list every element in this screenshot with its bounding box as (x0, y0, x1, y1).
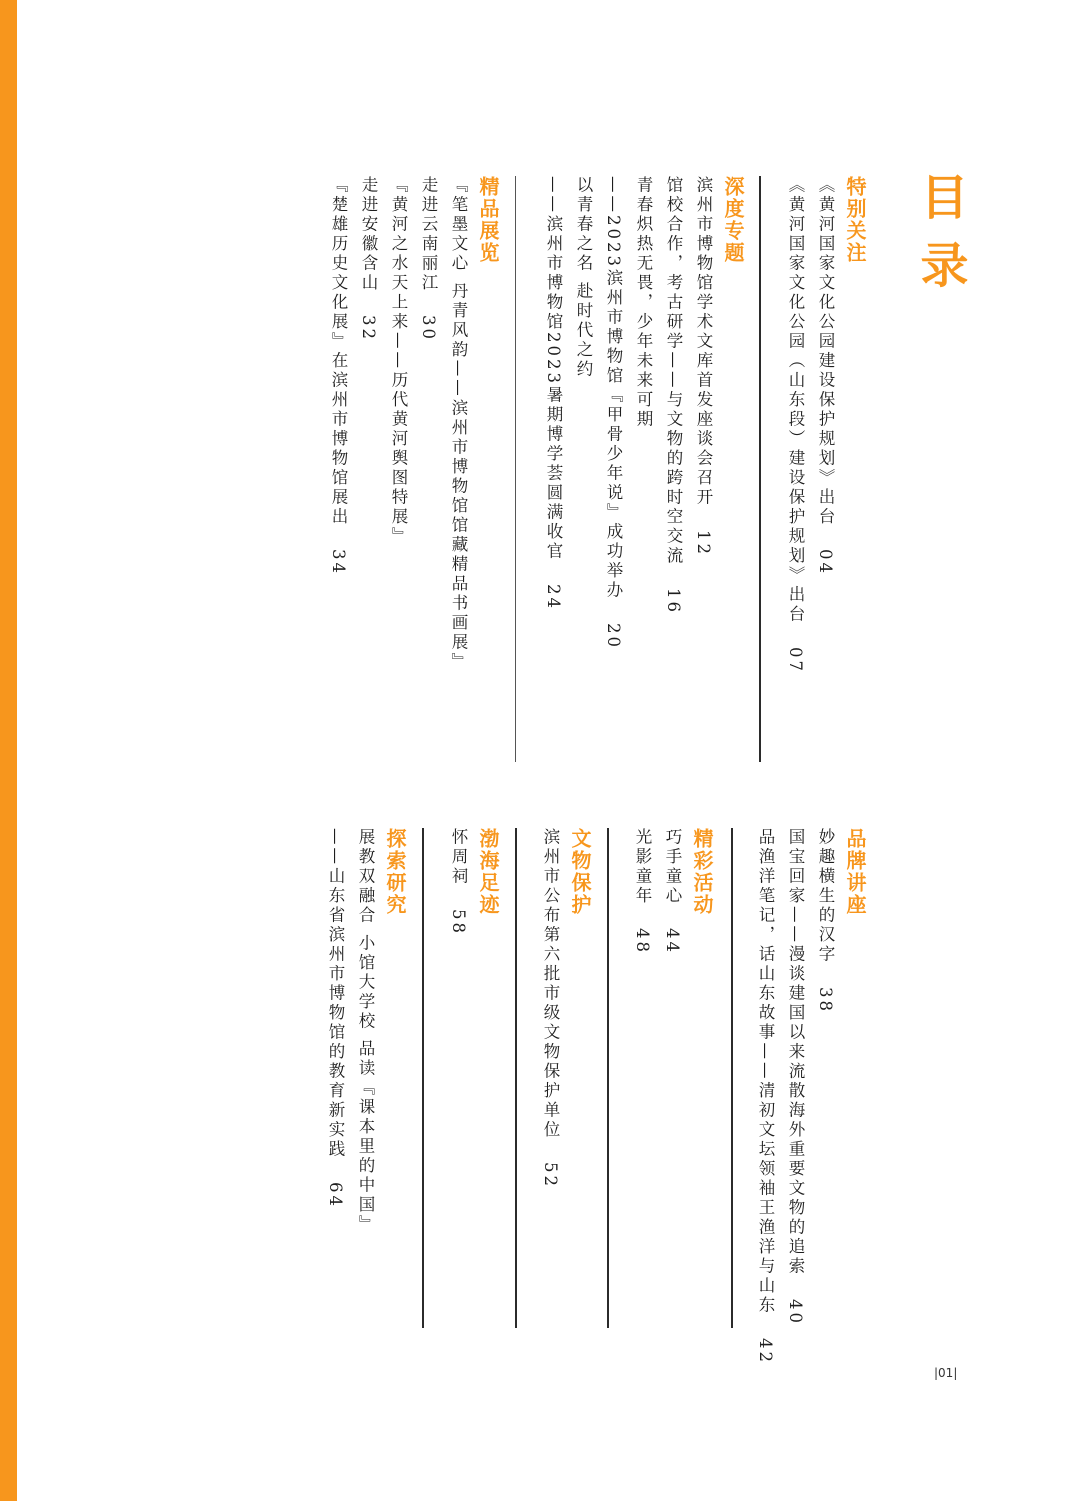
toc-entry[interactable]: 国宝回家——漫谈建国以来流散海外重要文物的追索 40 (786, 828, 805, 1326)
toc-entry[interactable]: 『黄河之水天上来——历代黄河舆图特展』 (389, 176, 408, 547)
toc-entry[interactable]: ——滨州市博物馆2023暑期博学荟圆满收官 24 (544, 176, 563, 611)
divider (515, 828, 517, 1328)
section-heading: 特别关注 (843, 176, 867, 264)
toc-entry[interactable]: 光影童年 48 (633, 828, 652, 956)
toc-entry[interactable]: 以青春之名 赴时代之约 (574, 176, 593, 380)
toc-entry[interactable]: ——山东省滨州市博物馆的教育新实践 64 (326, 828, 345, 1209)
section-activities (627, 828, 717, 1328)
toc-entry[interactable]: 展教双融合 小馆大学校 品读『课本里的中国』 (356, 828, 375, 1235)
divider (759, 176, 761, 762)
toc-entry[interactable]: 『笔墨文心 丹青风韵——滨州市博物馆馆藏精品书画展』 (449, 176, 468, 672)
toc-entry[interactable]: 怀周祠 58 (449, 828, 468, 936)
toc-entry[interactable]: 走进安徽含山 32 (359, 176, 378, 343)
toc-entry[interactable]: 《黄河国家文化公园（山东段）建设保护规划》出台 07 (786, 176, 805, 674)
toc-entry[interactable]: 馆校合作，考古研学——与文物的跨时空交流 16 (664, 176, 683, 616)
toc-entry[interactable]: ——2023滨州市博物馆『甲骨少年说』成功举办 20 (604, 176, 623, 650)
section-lectures (750, 828, 870, 1365)
section-heading: 品牌讲座 (843, 828, 867, 916)
page-number: |01| (934, 1366, 958, 1380)
toc-entry[interactable]: 《黄河国家文化公园建设保护规划》出台 04 (816, 176, 835, 577)
section-heading: 探索研究 (383, 828, 407, 916)
toc-entry[interactable]: 『楚雄历史文化展』在滨州市博物馆展出 34 (329, 176, 348, 577)
section-research (320, 828, 410, 1328)
left-accent-bar (0, 0, 17, 1501)
toc-entry[interactable]: 青春炽热无畏，少年未来可期 (634, 176, 653, 430)
section-bohai-footprints (443, 828, 503, 1328)
section-heading: 文物保护 (568, 828, 592, 916)
section-in-depth (538, 176, 748, 756)
section-relic-protection (535, 828, 595, 1328)
divider (515, 176, 516, 762)
divider (422, 828, 424, 1328)
divider (607, 828, 609, 1328)
toc-entry[interactable]: 妙趣横生的汉字 38 (816, 828, 835, 1014)
toc-entry[interactable]: 滨州市公布第六批市级文物保护单位 52 (541, 828, 560, 1190)
toc-entry[interactable]: 滨州市博物馆学术文库首发座谈会召开 12 (694, 176, 713, 557)
section-heading: 精品展览 (476, 176, 500, 264)
section-heading: 精彩活动 (690, 828, 714, 916)
toc-entry[interactable]: 走进云南丽江 30 (419, 176, 438, 343)
section-heading: 深度专题 (721, 176, 745, 264)
section-special-focus (780, 176, 870, 756)
toc-entry[interactable]: 巧手童心 44 (663, 828, 682, 956)
section-exhibitions (323, 176, 503, 756)
divider (731, 828, 733, 1328)
toc-entry[interactable]: 品渔洋笔记，话山东故事——清初文坛领袖王渔洋与山东 42 (756, 828, 775, 1365)
page-title: 目录 (912, 172, 968, 308)
section-heading: 渤海足迹 (476, 828, 500, 916)
